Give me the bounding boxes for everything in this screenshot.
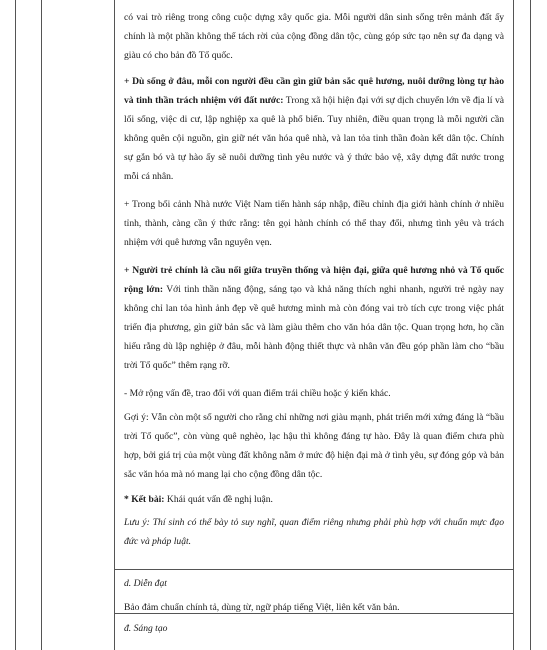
paragraph-expand: - Mở rộng vấn đề, trao đổi với quan điểm trái chiều hoặc ý kiến khác. xyxy=(124,388,391,399)
creativity-heading: đ. Sáng tạo xyxy=(124,623,168,634)
paragraph-youth-bold: + Người trẻ chính là cầu nối giữa truyền thống và hiện đại, giữa quê hương nhỏ và Tổ quốc rộng lớn: xyxy=(124,265,504,295)
expression-heading: d. Diễn đạt xyxy=(124,578,167,589)
content-cell xyxy=(124,8,504,551)
paragraph-identity-text: Trong xã hội hiện đại với sự dịch chuyển lớn về địa lí và lối sống, việc di cư, lập nghiệp xa quê là phổ biến. Tuy nhiên, điều quan trọng là mỗi người cần không quên cội nguồn, gìn giữ nét văn hóa quê nhà, và lan tỏa tinh thần đoàn kết dân tộc. Chính sự gắn bó và tự hào ấy sẽ nuôi dưỡng tình yêu nước và ý thức bảo vệ, xây dựng đất nước trong mỗi cá nhân. xyxy=(124,95,505,182)
paragraph-note: Lưu ý: Thí sinh có thể bày tỏ suy nghĩ, quan điểm riêng nhưng phải phù hợp với chuẩn mực đạo đức và pháp luật. xyxy=(124,517,504,547)
column-divider-2 xyxy=(114,0,115,650)
paragraph-youth-text: Với tinh thần năng động, sáng tạo và khả năng thích nghi nhanh, người trẻ ngày nay không chỉ lan tỏa hình ảnh đẹp về quê hương mình mà còn đóng vai trò tích cực trong việc phát triển địa phương, gìn giữ bản sắc và làm giàu thêm cho văn hóa dân tộc. Quan trọng hơn, họ cần hiểu rằng dù lập nghiệp ở đâu, mỗi hành động thiết thực và nhân văn đều góp phần làm cho “bầu trời Tổ quốc” thêm rạng rỡ. xyxy=(124,284,504,371)
paragraph-conclusion-bold: * Kết bài: xyxy=(124,494,165,505)
table-left-border xyxy=(15,0,16,650)
table-right-border xyxy=(530,0,531,650)
creativity-cell xyxy=(124,619,504,638)
expression-cell xyxy=(124,574,504,617)
paragraph-conclusion xyxy=(124,490,504,509)
paragraph-conclusion-text: Khái quát vấn đề nghị luận. xyxy=(164,494,273,505)
paragraph-identity xyxy=(124,72,504,186)
expression-text: Bảo đảm chuẩn chính tả, dùng từ, ngữ pháp tiếng Việt, liên kết văn bản. xyxy=(124,602,400,613)
row-divider-1 xyxy=(114,569,513,570)
paragraph-identity-bold: + Dù sống ở đâu, mỗi con người đều cần gìn giữ bản sắc quê hương, nuôi dưỡng lòng tự hào và tinh thần trách nhiệm với đất nước: xyxy=(124,76,504,106)
paragraph-intro: có vai trò riêng trong công cuộc dựng xây quốc gia. Mỗi người dân sinh sống trên mảnh đất ấy chính là một phần không thể tách rời của cộng đồng dân tộc, cùng góp sức tạo nên sự đa dạng và giàu có cho bản đồ Tổ quốc. xyxy=(124,12,504,61)
paragraph-administrative: + Trong bối cảnh Nhà nước Việt Nam tiến hành sáp nhập, điều chỉnh địa giới hành chính ở nhiều tỉnh, thành, càng cần ý thức rằng: tên gọi hành chính có thể thay đổi, nhưng tình yêu và trách nhiệm với quê hương vẫn nguyên vẹn. xyxy=(124,199,504,248)
paragraph-youth xyxy=(124,261,504,375)
column-divider-1 xyxy=(41,0,42,650)
column-divider-3 xyxy=(513,0,514,650)
paragraph-suggestion: Gợi ý: Vẫn còn một số người cho rằng chỉ những nơi giàu mạnh, phát triển mới xứng đáng là “bầu trời Tổ quốc”, còn vùng quê nghèo, lạc hậu thì không đáng tự hào. Đây là quan điểm chưa phù hợp, bởi giá trị của một vùng đất không nằm ở mức độ hiện đại mà ở tình yêu, sự đóng góp và bản sắc văn hóa mà nó mang lại cho cộng đồng dân tộc. xyxy=(124,412,504,480)
